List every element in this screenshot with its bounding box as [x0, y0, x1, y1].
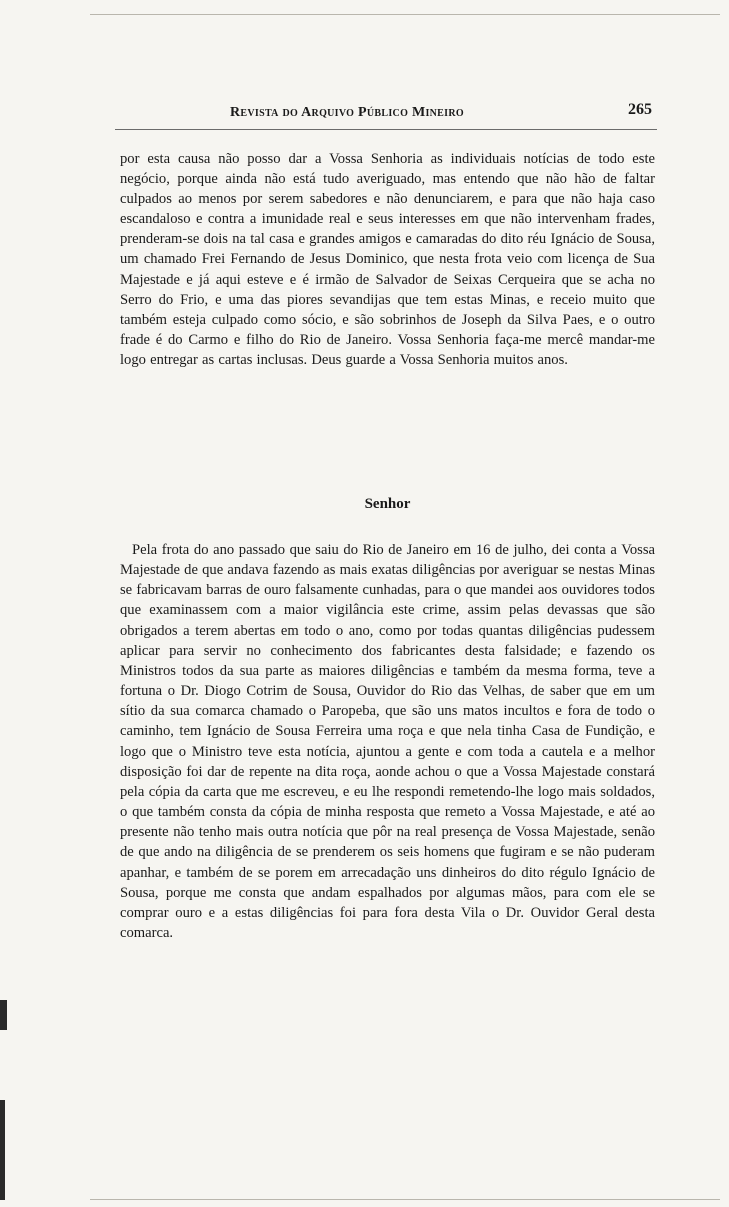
paragraph-continued: por esta causa não posso dar a Vossa Senhoria as individuais notícias de todo este negócio, porque ainda não está tudo averiguado, mas entendo que não hão de faltar culpados ao menos por serem sabedores e não denunciarem, e para que não haja caso escandaloso e contra a imunidade real e seus interesses em que não intervenham frades, prenderam-se dois na tal casa e grandes amigos e camaradas do dito réu Ignácio de Sousa, um chamado Frei Fernando de Jesus Dominico, que nesta frota veio com licença de Sua Majestade e já aqui esteve e é irmão de Salvador de Seixas Cerqueira que se acha no Serro do Frio, e uma das piores sevandijas que tem estas Minas, e receio muito que também esteja culpado como sócio, e são sobrinhos de Joseph da Silva Paes, e o outro frade é do Carmo e filho do Rio de Janeiro. Vossa Senhoria faça-me mercê mandar-me logo entregar as cartas inclusas. Deus guarde a Vossa Senhoria muitos anos. — [120, 151, 655, 368]
journal-title: Revista do Arquivo Público Mineiro — [230, 105, 464, 120]
top-rule — [90, 14, 720, 15]
header-rule — [115, 129, 657, 130]
scan-edge-mark — [0, 1100, 5, 1200]
section-heading: Senhor — [364, 496, 411, 512]
page-header — [230, 101, 660, 125]
paragraph-letter: Pela frota do ano passado que saiu do Rio de Janeiro em 16 de julho, dei conta a Vossa Majestade de que andava fazendo as mais exatas diligências por averiguar se nestas Minas se fabricavam barras de ouro falsamente cunhadas, para o que mandei aos ouvidores todos que examinassem com a maior vigilância este crime, assim pelas devassas que são obrigados a terem abertas em todo o ano, como por todas quantas diligências pudessem aplicar para servir no conhecimento dos fabricantes desta falsidade; e fazendo os Ministros todos da sua parte as maiores diligências e também da mesma forma, teve a fortuna o Dr. Diogo Cotrim de Sousa, Ouvidor do Rio das Velhas, de saber que em um sítio da sua comarca chamado o Paropeba, que são uns matos incultos e fora de todo o caminho, tem Ignácio de Sousa Ferreira uma roça e que nela tinha Casa de Fundição, e logo que o Ministro teve esta notícia, ajuntou a gente e com toda a cautela e a melhor disposição foi dar de repente na dita roça, aonde achou o que a Vossa Majestade constará pela cópia da carta que me escreveu, e eu lhe respondi remetendo-lhe logo mais soldados, o que também consta da cópia de minha resposta que remeto a Vossa Majestade, e até ao presente não tenho mais outra notícia que pôr na real presença de Vossa Majestade, senão de que ando na diligência de se prenderem os seis homens que fugiram e se não puderam apanhar, e também de se porem em arrecadação uns dinheiros do dito régulo Ignácio de Sousa, porque me consta que andam espalhados por algumas mãos, para com ele se comprar ouro e a estas diligências foi para fora desta Vila o Dr. Ouvidor Geral desta comarca. — [120, 542, 655, 941]
scan-edge-mark — [0, 1000, 7, 1030]
page-number: 265 — [628, 101, 652, 118]
bottom-rule — [90, 1199, 720, 1200]
